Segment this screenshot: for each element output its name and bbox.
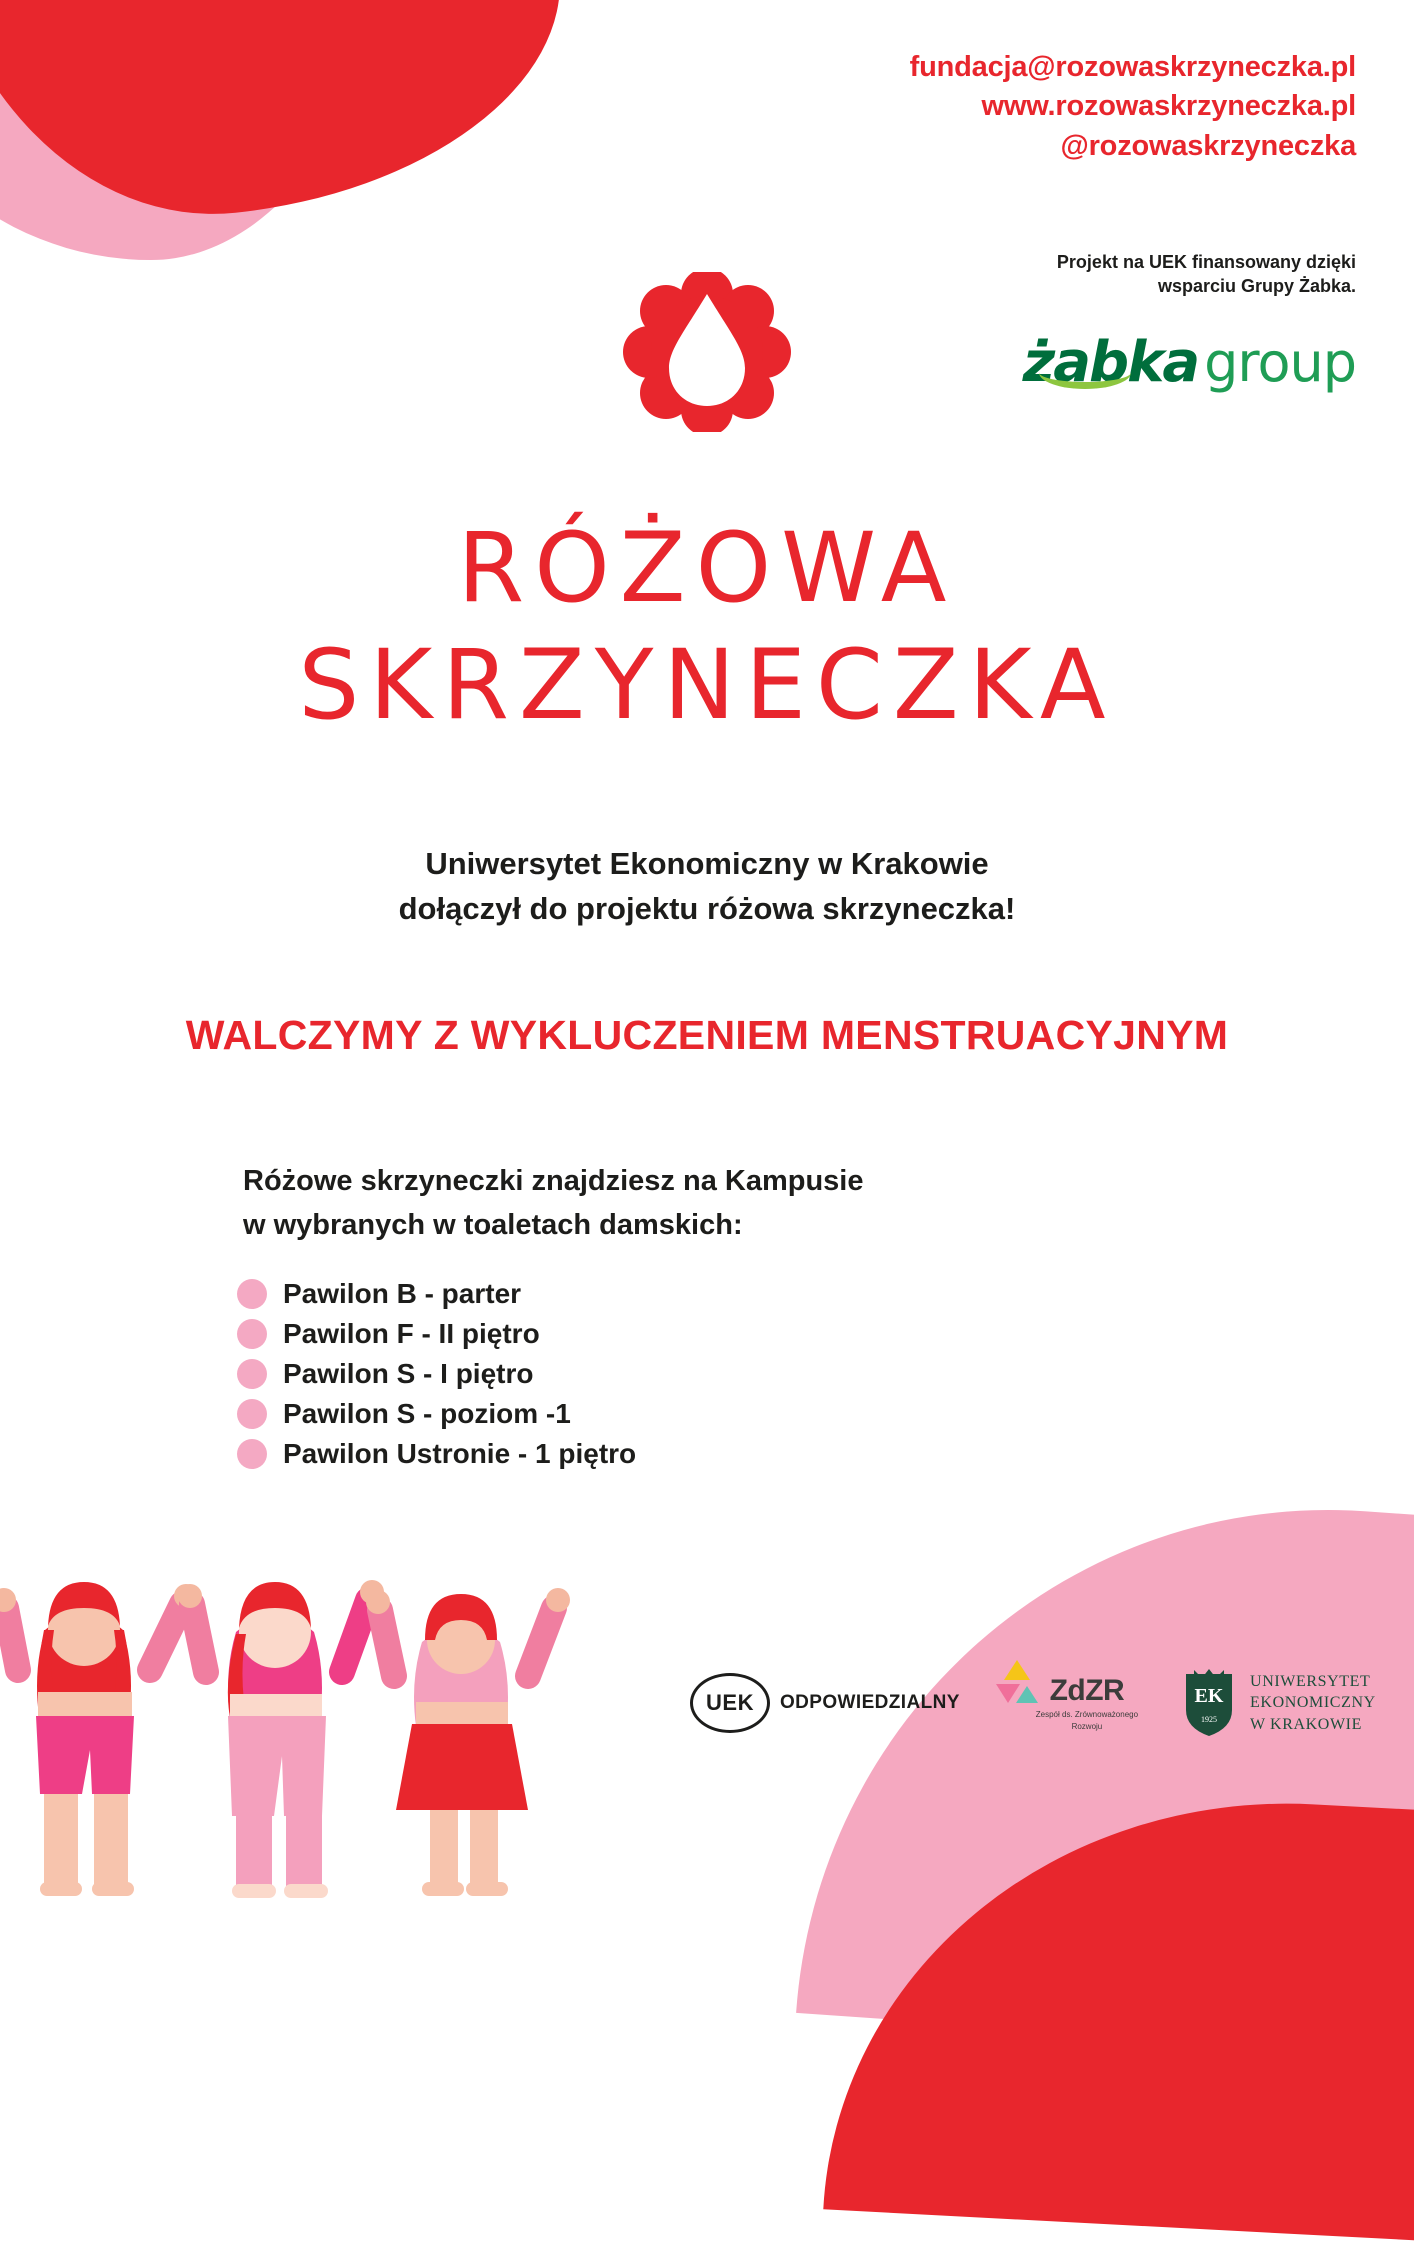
bullet-dot-icon [237,1439,267,1469]
sponsor-note [936,250,1356,299]
page-title [0,510,1414,744]
group-wordmark: group [1204,331,1356,394]
uek-odpowiedzialny-logo [690,1673,960,1733]
triangle-teal-icon [1016,1686,1038,1703]
zdzr-subtitle-line-2: Rozwoju [1071,1722,1103,1731]
zabka-group-logo [1023,330,1356,395]
locations-intro-line-2: w wybranych w toaletach damskich: [243,1208,743,1241]
location-label: Pawilon Ustronie - 1 piętro [283,1438,637,1469]
zabka-wordmark: żabka [1022,330,1199,395]
locations-list [237,1278,636,1478]
university-line-3: W KRAKOWIE [1250,1715,1362,1733]
bullet-dot-icon [237,1399,267,1429]
list-item [237,1438,636,1470]
university-line-2: EKONOMICZNY [1250,1694,1376,1712]
triangle-yellow-icon [1004,1660,1030,1680]
list-item [237,1278,636,1310]
subtitle [0,842,1414,932]
list-item [237,1398,636,1430]
rozowa-skrzyneczka-logo [612,272,802,432]
list-item [237,1318,636,1350]
figure-1 [0,1582,198,1896]
university-logo [1180,1668,1376,1738]
slogan: WALCZYMY Z WYKLUCZENIEM MENSTRUACYJNYM [185,1012,1229,1058]
zabka-smile-icon [1039,356,1131,389]
locations-intro-line-1: Różowe skrzyneczki znajdziesz na Kampusie [243,1165,864,1197]
contact-block [910,48,1356,166]
svg-text:EK: EK [1194,1685,1224,1707]
contact-email[interactable]: fundacja@rozowaskrzyneczka.pl [909,51,1356,83]
list-item [237,1358,636,1390]
footer-logos [690,1668,1376,1738]
subtitle-line-2: dołączył do projektu różowa skrzyneczka! [398,890,1016,926]
zdzr-logo [1002,1674,1138,1732]
locations-intro [243,1160,863,1247]
women-illustration [0,1574,660,1934]
uek-odpowiedzialny-label: ODPOWIEDZIALNY [780,1692,960,1713]
svg-text:1925: 1925 [1201,1715,1218,1724]
sponsor-note-line2: wsparciu Grupy Żabka. [1157,276,1356,297]
title-line-2: SKRZYNECZKA [298,629,1116,742]
contact-social[interactable]: @rozowaskrzyneczka [1060,129,1356,162]
figure-2 [178,1580,384,1898]
university-line-1: UNIWERSYTET [1250,1672,1371,1690]
sponsor-note-line1: Projekt na UEK finansowany dzięki [1056,252,1356,272]
bullet-dot-icon [237,1279,267,1309]
bullet-dot-icon [237,1319,267,1349]
location-label: Pawilon S - poziom -1 [283,1398,571,1429]
location-label: Pawilon B - parter [283,1278,522,1309]
zdzr-subtitle-line-1: Zespół ds. Zrównoważonego [1035,1710,1139,1719]
bullet-dot-icon [237,1359,267,1389]
location-label: Pawilon S - I piętro [283,1358,534,1389]
university-crest-icon [1180,1668,1238,1738]
uek-mark: UEK [690,1673,770,1733]
title-line-1: RÓŻOWA [457,512,957,624]
zdzr-mark: ZdZR [1049,1674,1125,1707]
figure-3 [366,1588,570,1896]
subtitle-line-1: Uniwersytet Ekonomiczny w Krakowie [425,846,989,881]
location-label: Pawilon F - II piętro [283,1318,540,1349]
contact-website[interactable]: www.rozowaskrzyneczka.pl [981,90,1356,123]
